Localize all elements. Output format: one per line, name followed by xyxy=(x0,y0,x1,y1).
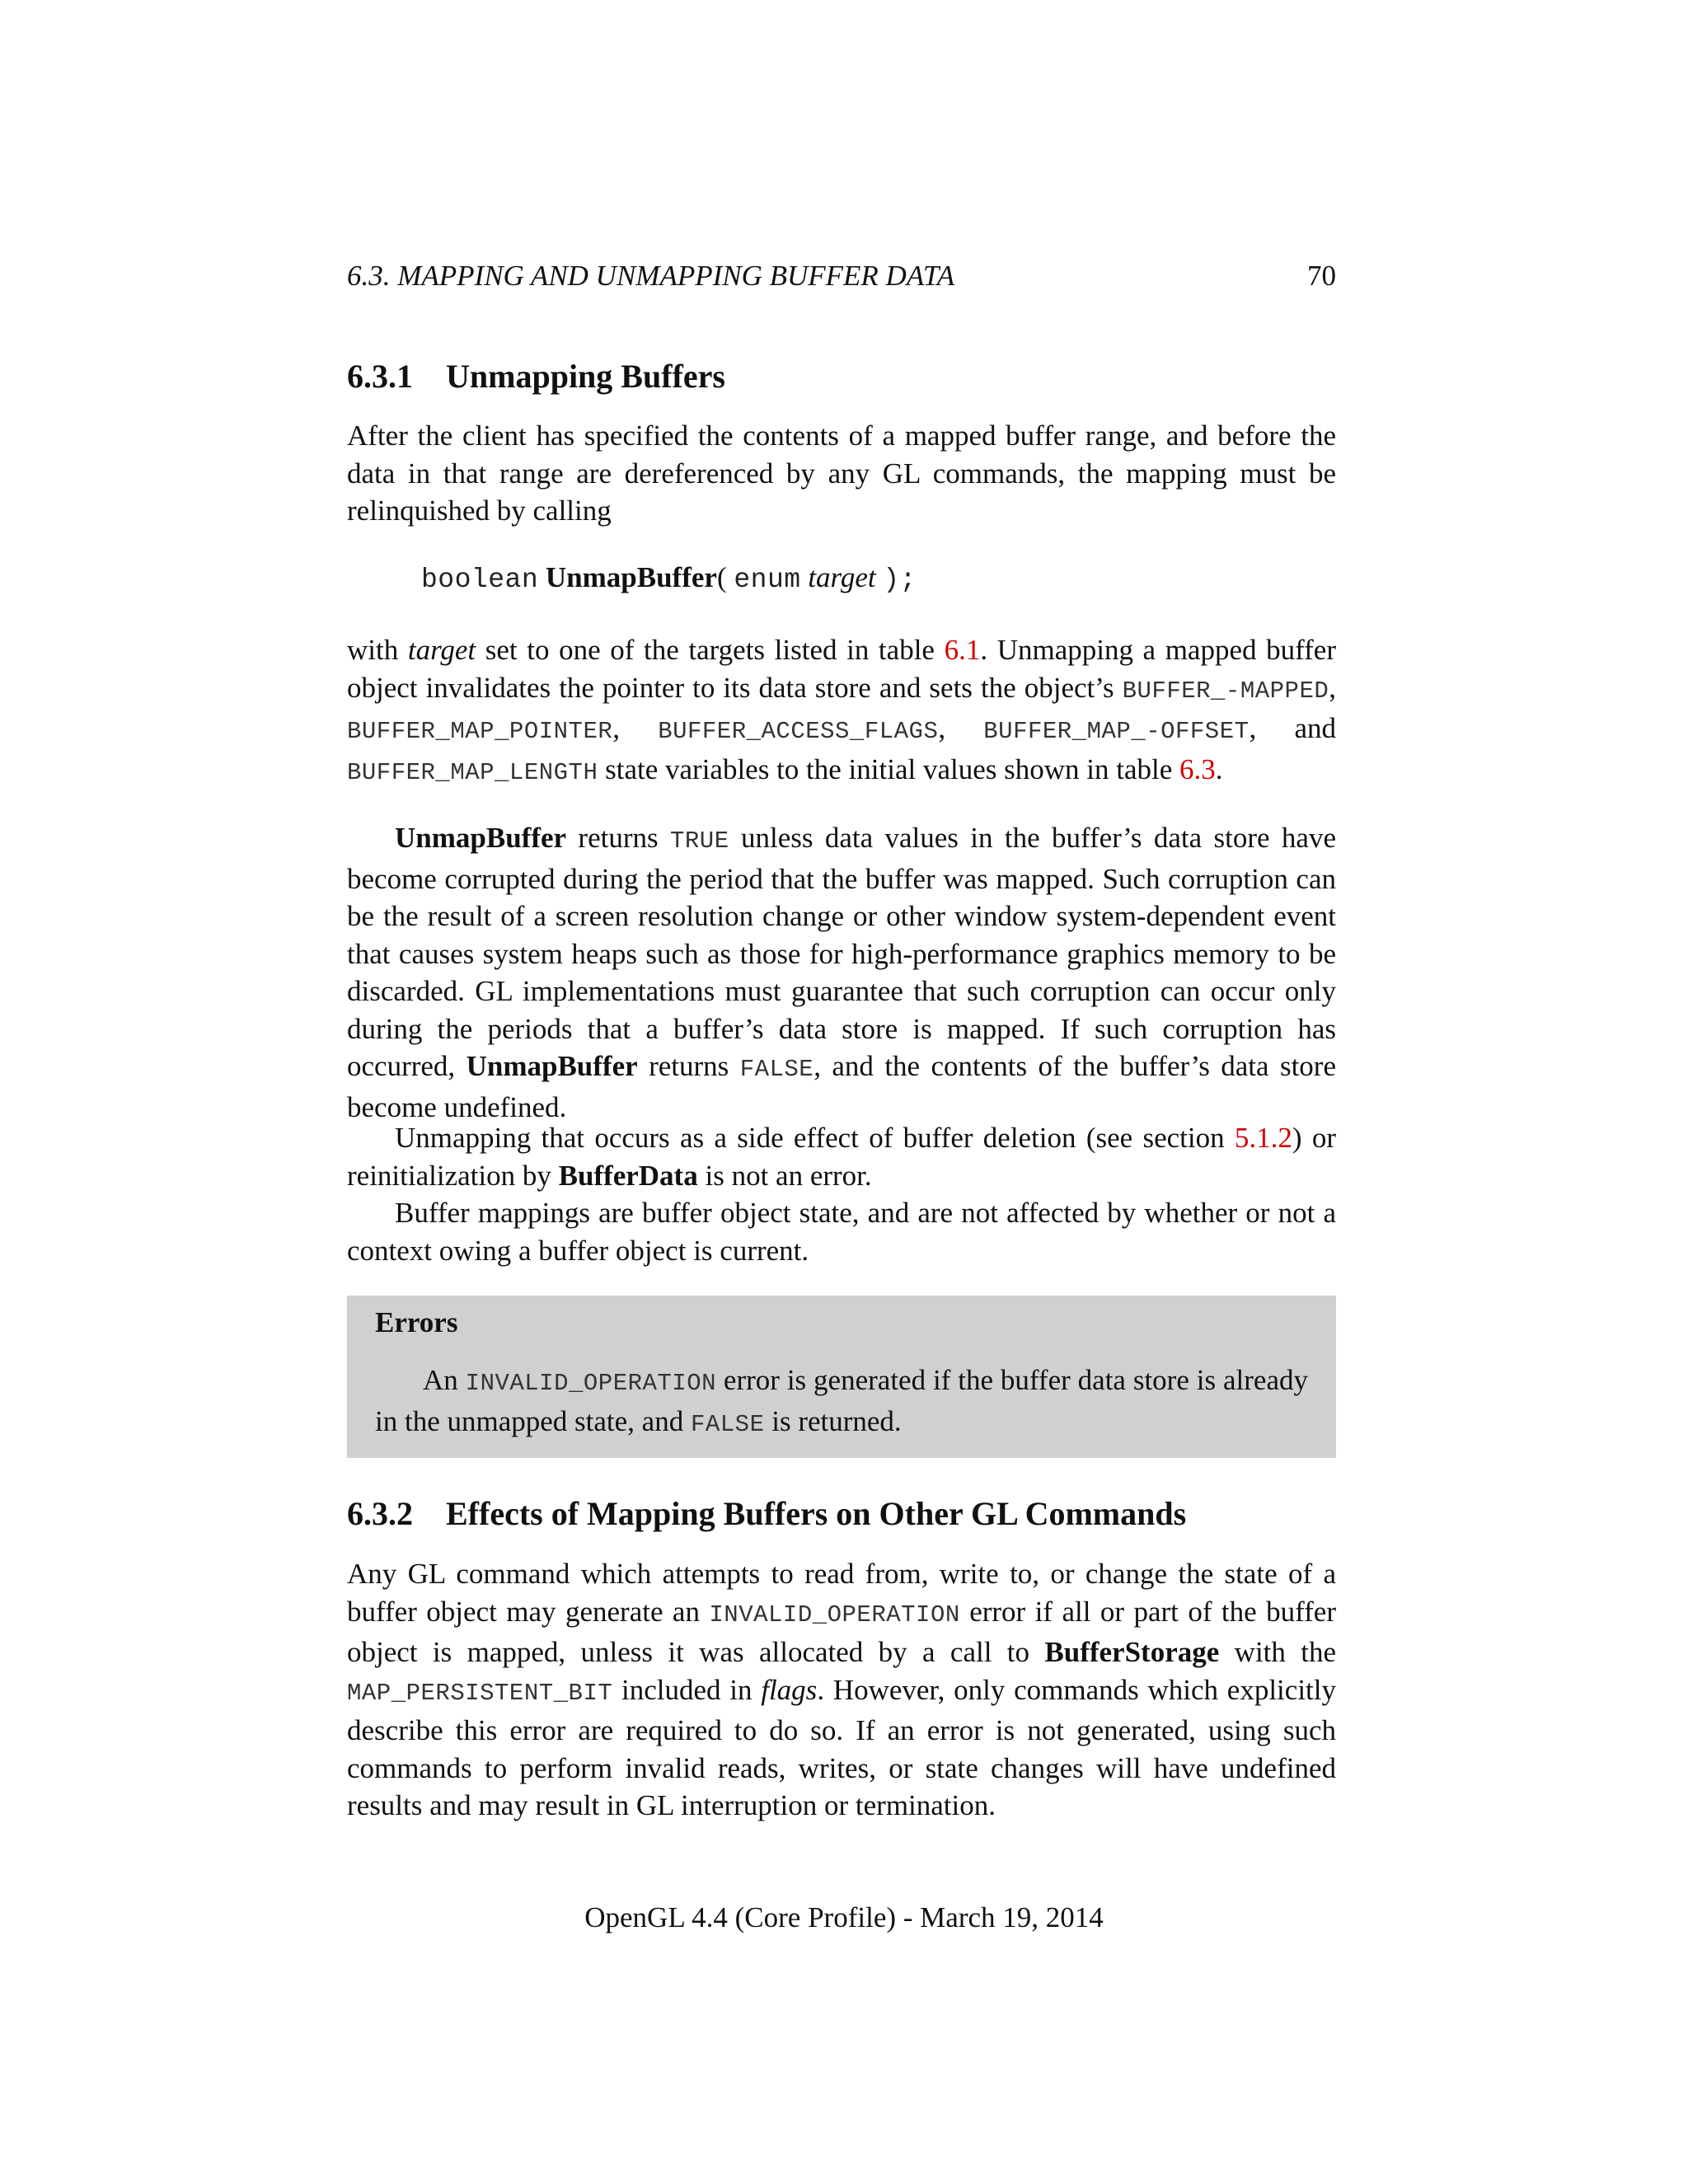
table-6-3-link[interactable]: 6.3 xyxy=(1179,752,1216,785)
text-run: set to one of the targets listed in table xyxy=(476,634,945,666)
section-number: 6.3.2 xyxy=(347,1495,413,1532)
running-header xyxy=(347,260,1336,301)
proto-param-name: target xyxy=(808,561,876,593)
fn-unmapbuffer: UnmapBuffer xyxy=(466,1050,638,1082)
text-run: with xyxy=(347,634,408,666)
text-run: An xyxy=(423,1364,466,1396)
proto-function-name: UnmapBuffer xyxy=(545,561,717,593)
text-run: is not an error. xyxy=(697,1159,872,1192)
code-buffer-mapped: BUFFER_‑MAPPED xyxy=(1122,677,1329,705)
effects-text xyxy=(347,1555,1336,1825)
text-run: , xyxy=(1329,671,1336,704)
text-run: ) or reinitialization by xyxy=(347,1122,1336,1192)
table-6-1-link[interactable]: 6.1 xyxy=(944,634,981,666)
text-run: error if all or part of the buffer object is mapped, unless it was allocated by a call to xyxy=(347,1595,1336,1668)
side-effect-text xyxy=(347,1119,1336,1194)
code-buffer-access-flags: BUFFER_ACCESS_FLAGS xyxy=(658,718,939,745)
flags-word: flags xyxy=(761,1673,818,1706)
text-run: is returned. xyxy=(764,1404,902,1437)
text-run: returns xyxy=(637,1050,740,1082)
text-run: error is generated if the buffer data store is already in the unmapped state, and xyxy=(375,1364,1308,1437)
section-heading-6-3-1 xyxy=(347,356,1336,397)
text-run: . Unmapping a mapped buffer object invalidates the pointer to its data store and sets the object’s xyxy=(347,634,1336,704)
errors-text xyxy=(375,1361,1308,1443)
text-run: Any GL command which attempts to read from, write to, or change the state of a buffer object may generate an xyxy=(347,1558,1336,1628)
header-section-title: 6.3. MAPPING AND UNMAPPING BUFFER DATA xyxy=(347,260,955,292)
page-footer: OpenGL 4.4 (Core Profile) - March 19, 2014 xyxy=(584,1901,1104,1933)
errors-box xyxy=(347,1296,1336,1458)
text-run: state variables to the initial values shown in table xyxy=(598,752,1180,785)
text-run: , and xyxy=(1249,712,1336,744)
proto-return-type: boolean xyxy=(421,565,539,595)
text-run: Unmapping that occurs as a side effect of buffer deletion (see section xyxy=(395,1122,1235,1154)
function-prototype xyxy=(421,557,1328,601)
text-run: included in xyxy=(612,1673,762,1706)
proto-close: ); xyxy=(883,565,917,595)
fn-bufferdata: BufferData xyxy=(558,1159,698,1192)
code-true: TRUE xyxy=(669,827,729,855)
code-buffer-map-length: BUFFER_MAP_LENGTH xyxy=(347,758,598,786)
code-buffer-map-offset: BUFFER_MAP_‑OFFSET xyxy=(983,718,1250,745)
fn-unmapbuffer: UnmapBuffer xyxy=(395,822,567,854)
text-run: . However, only commands which explicitly describe this error are required to do so. If an error is not generated, using such commands to perform invalid reads, writes, or state changes will have undefined results and may result in GL interruption or termination. xyxy=(347,1673,1336,1821)
returns-paragraph xyxy=(347,819,1336,1126)
proto-param-type: enum xyxy=(734,565,801,595)
intro-paragraph xyxy=(347,417,1336,530)
text-run: with the xyxy=(1219,1636,1337,1668)
text-run: , xyxy=(612,712,659,744)
errors-title: Errors xyxy=(375,1306,458,1338)
target-word: target xyxy=(407,634,476,666)
code-invalid-operation: INVALID_OPERATION xyxy=(465,1370,717,1397)
proto-open-paren: ( xyxy=(716,561,727,593)
code-false: FALSE xyxy=(690,1410,765,1438)
code-invalid-operation: INVALID_OPERATION xyxy=(709,1601,960,1629)
returns-text xyxy=(347,819,1336,1126)
text-run: , and the contents of the buffer’s data store become undefined. xyxy=(347,1050,1336,1123)
page-number: 70 xyxy=(1307,260,1336,292)
state-text: Buffer mappings are buffer object state, and are not affected by whether or not a context owing a buffer object is current. xyxy=(347,1197,1336,1267)
code-false: FALSE xyxy=(739,1056,814,1083)
text-run: returns xyxy=(566,822,670,854)
section-title: Effects of Mapping Buffers on Other GL Commands xyxy=(446,1495,1187,1532)
code-buffer-map-pointer: BUFFER_MAP_POINTER xyxy=(347,718,613,745)
side-effect-paragraph xyxy=(347,1119,1336,1194)
section-number: 6.3.1 xyxy=(347,358,413,395)
section-heading-6-3-2 xyxy=(347,1493,1336,1535)
text-run: unless data values in the buffer’s data store have become corrupted during the period that the buffer was mapped. Such corruption can be the result of a screen resolution change or other window system-dependent event that causes system heaps such as those for high-performance graphics memory to be discarded. GL implementations must guarantee that such corruption can occur only during the periods that a buffer’s data store is mapped. If such corruption has occurred, xyxy=(347,822,1336,1082)
effects-paragraph xyxy=(347,1555,1336,1825)
fn-bufferstorage: BufferStorage xyxy=(1044,1636,1220,1668)
intro-text: After the client has specified the contents of a mapped buffer range, and before the data in that range are dereferenced by any GL commands, the mapping must be relinquished by calling xyxy=(347,419,1336,527)
section-5-1-2-link[interactable]: 5.1.2 xyxy=(1234,1122,1292,1154)
target-text xyxy=(347,631,1336,791)
code-map-persistent-bit: MAP_PERSISTENT_BIT xyxy=(347,1679,613,1707)
text-run: . xyxy=(1215,752,1223,785)
text-run: , xyxy=(938,712,984,744)
target-paragraph xyxy=(347,631,1336,791)
state-paragraph xyxy=(347,1194,1336,1269)
section-title: Unmapping Buffers xyxy=(446,358,725,395)
